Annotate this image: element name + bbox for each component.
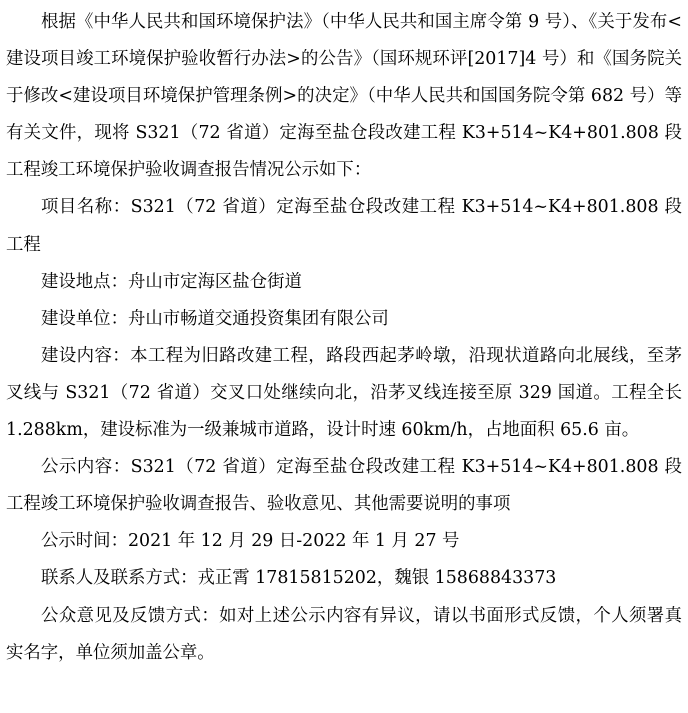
construction-unit-paragraph: 建设单位：舟山市畅道交通投资集团有限公司 [41, 308, 389, 329]
contact-paragraph: 联系人及联系方式：戎正霄 17815815202，魏银 15868843373 [41, 568, 557, 589]
project-name-paragraph: 项目名称：S321（72 省道）定海至盐仓段改建工程 K3+514~K4+801.808 段工程 [6, 197, 682, 255]
construction-location-paragraph: 建设地点：舟山市定海区盐仓街道 [41, 271, 302, 292]
intro-paragraph: 根据《中华人民共和国环境保护法》（中华人民共和国主席令第 9 号）、《关于发布<建设项目竣工环境保护验收暂行办法>的公告》（国环规环评[2017]4 号）和《国务院关于修改<建设项目环境保护管理条例>的决定》（中华人民共和国国务院令第 682 号）等有关文件，现将 S321（72 省道）定海至盐仓段改建工程 K3+514~K4+801.808 段工程竣工环境保护验收调查报告情况公示如下： [6, 12, 682, 181]
publicity-content-paragraph: 公示内容：S321（72 省道）定海至盐仓段改建工程 K3+514~K4+801.808 段工程竣工环境保护验收调查报告、验收意见、其他需要说明的事项 [6, 457, 682, 515]
publicity-time-paragraph: 公示时间：2021 年 12 月 29 日-2022 年 1 月 27 号 [41, 531, 460, 552]
construction-content-paragraph: 建设内容：本工程为旧路改建工程，路段西起茅岭墩，沿现状道路向北展线，至茅叉线与 S321（72 省道）交叉口处继续向北，沿茅叉线连接至原 329 国道。工程全长 1.288km，建设标准为一级兼城市道路，设计时速 60km/h，占地面积 65.6 亩。 [6, 345, 682, 441]
feedback-paragraph: 公众意见及反馈方式：如对上述公示内容有异议，请以书面形式反馈，个人须署真实名字，单位须加盖公章。 [6, 605, 682, 663]
